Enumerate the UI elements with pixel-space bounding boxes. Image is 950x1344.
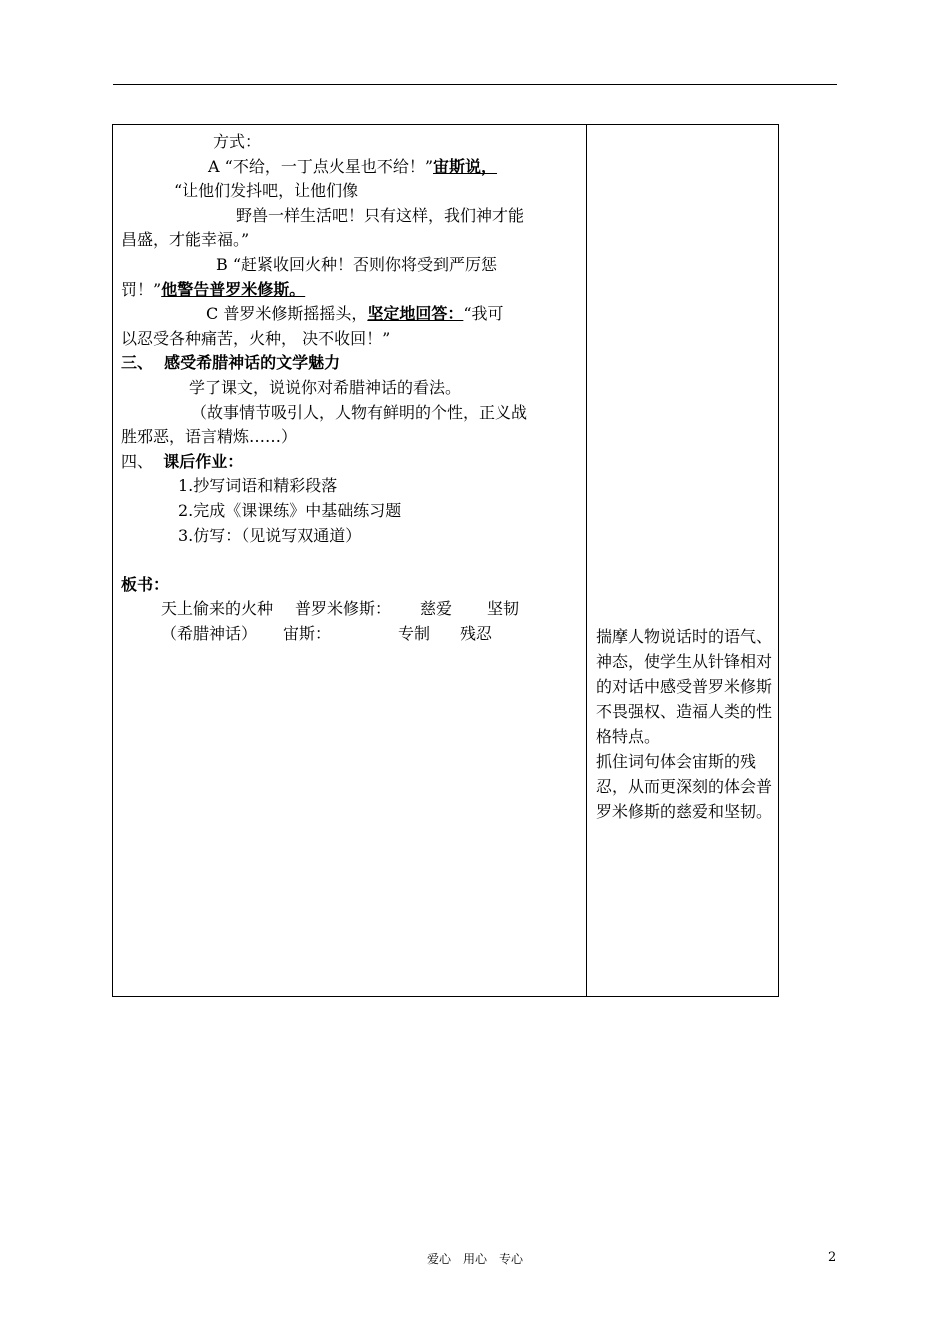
option-a-line4: 昌盛，才能幸福。” (121, 230, 250, 250)
board-r2-c1: （希腊神话） (161, 623, 258, 643)
board-title: 板书： (121, 574, 170, 594)
option-b-line1: B “赶紧收回火种！否则你将受到严厉惩 (216, 254, 498, 274)
section4-heading (121, 450, 579, 475)
board-r2-c3: 专制 (398, 623, 431, 643)
table-row (113, 125, 779, 997)
section3-answer-line2: 胜邪恶，语言精炼……） (121, 427, 298, 447)
option-a-line2: “让他们发抖吧，让他们像 (174, 181, 359, 201)
section3-heading (121, 351, 579, 376)
side-content (587, 125, 778, 824)
option-a-speaker: 宙斯说， (433, 156, 498, 176)
lesson-table (112, 124, 779, 997)
side-cell (587, 125, 779, 997)
section3-title: 感受希腊神话的文学魅力 (164, 353, 341, 373)
board-row-2 (121, 622, 579, 647)
header-rule (113, 84, 837, 85)
homework-item: 3.仿写：（见说写双通道） (178, 525, 362, 545)
method-label: 方式： (213, 132, 262, 151)
footer-slogan: 爱心 用心 专心 (426, 1252, 523, 1266)
section3-prompt: 学了课文，说说你对希腊神话的看法。 (189, 377, 462, 397)
homework-item: 1.抄写词语和精彩段落 (178, 476, 338, 496)
option-c-quote: “我可 (463, 304, 504, 324)
section4-title: 课后作业： (163, 451, 244, 471)
board-r2-c2: 宙斯： (283, 623, 332, 643)
option-c-emph: 坚定地回答： (367, 304, 464, 324)
option-a-quote: A “不给，一丁点火星也不给！” (208, 156, 434, 176)
option-c-line1 (121, 302, 579, 327)
option-c-prefix: C 普罗米修斯摇摇头， (206, 304, 368, 324)
option-a-line1 (121, 155, 579, 180)
board-row-1 (121, 597, 579, 622)
page-number: 2 (828, 1250, 837, 1265)
board-r2-c4: 残忍 (460, 623, 493, 643)
board-r1-c2: 普罗米修斯： (295, 599, 392, 619)
side-note-1: 揣摩人物说话时的语气、神态，使学生从针锋相对的对话中感受普罗米修斯不畏强权、造福人类的性格特点。 (596, 627, 773, 746)
board-r1-c1: 天上偷来的火种 (161, 599, 274, 619)
homework-item: 2.完成《课课练》中基础练习题 (178, 500, 402, 520)
section3-answer-line1: （故事情节吸引人，人物有鲜明的个性，正义战 (191, 402, 528, 422)
main-cell (113, 125, 587, 997)
board-r1-c3: 慈爱 (420, 599, 453, 619)
option-b-line2 (121, 278, 579, 303)
blank-line (121, 548, 579, 573)
section4-number: 四、 (121, 451, 154, 471)
option-b-text: 罚！” (121, 279, 162, 299)
option-b-warning: 他警告普罗米修斯。 (161, 279, 306, 299)
side-note-2: 抓住词句体会宙斯的残忍，从而更深刻的体会普罗米修斯的慈爱和坚韧。 (596, 752, 773, 821)
board-r1-c4: 坚韧 (487, 599, 520, 619)
main-content (113, 125, 586, 646)
option-a-line3: 野兽一样生活吧！只有这样，我们神才能 (236, 205, 525, 225)
section3-number: 三、 (121, 353, 154, 373)
option-c-line2: 以忍受各种痛苦，火种， 决不收回！” (121, 328, 391, 348)
